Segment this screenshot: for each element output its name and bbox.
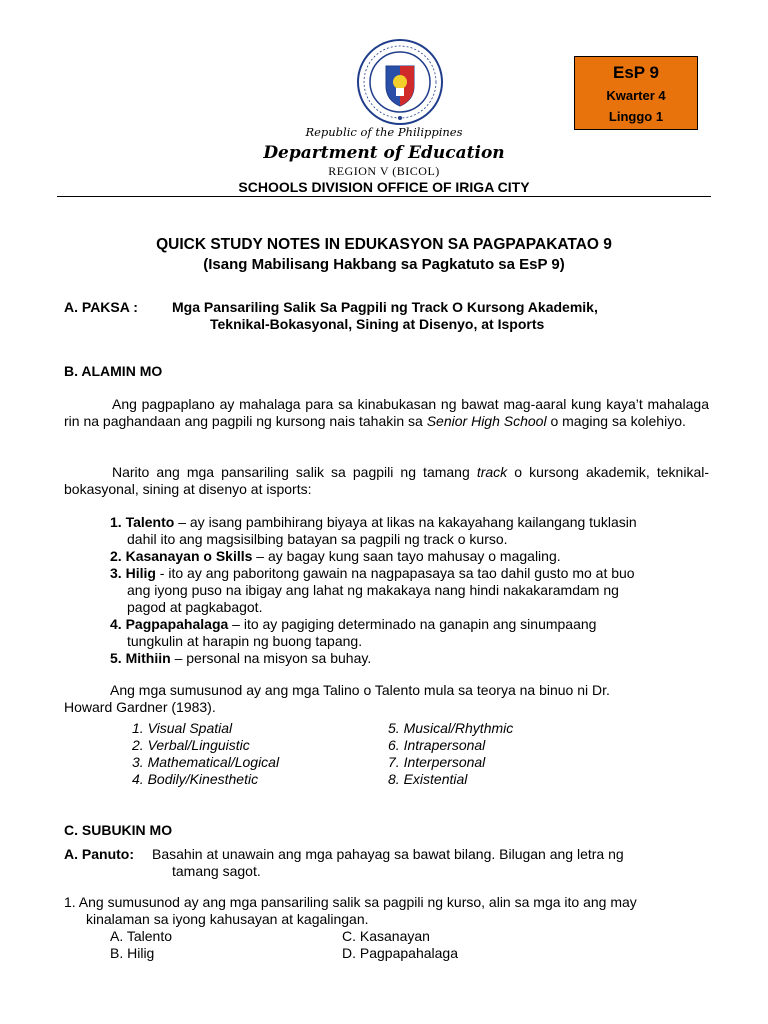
factor-item: 4. Pagpapahalaga – ito ay pagiging determinado na ganapin ang sinumpaang [110, 616, 597, 632]
department-name: Department of Education [263, 143, 505, 163]
esp-title: EsP 9 [612, 63, 659, 82]
intelligence-list-right [388, 720, 513, 788]
intelligence-item: 1. Visual Spatial [132, 720, 233, 736]
factor-term: Mithiin [125, 650, 171, 666]
esp-quarter-box [574, 56, 698, 130]
question-1-line-1: 1. Ang sumusunod ay ang mga pansariling salik sa pagpili ng kurso, alin sa mga ito ang may [64, 894, 637, 910]
paksa-line-1: Mga Pansariling Salik Sa Pagpili ng Track O Kursong Akademik, [172, 299, 598, 315]
gardner-line-1: Ang mga sumusunod ay ang mga Talino o Talento mula sa teorya na binuo ni Dr. [110, 682, 610, 698]
intelligence-item: 7. Interpersonal [388, 754, 486, 770]
gardner-line-2: Howard Gardner (1983). [64, 699, 216, 715]
subukin-heading: C. SUBUKIN MO [64, 822, 173, 838]
panuto-line-1: Basahin at unawain ang mga pahayag sa bawat bilang. Bilugan ang letra ng [152, 846, 624, 862]
region-line: REGION V (BICOL) [328, 164, 440, 178]
document-subtitle: (Isang Mabilisang Hakbang sa Pagkatuto sa EsP 9) [203, 256, 565, 273]
choice-b[interactable]: B. Hilig [110, 945, 155, 961]
choice-a[interactable]: A. Talento [110, 928, 173, 944]
factor-list: 1. Talento – ay isang pambihirang biyaya at likas na kakayahang kailangang tuklasin dahil ito ang magsisilbing batayan sa pagpili ng track o kurso. 2. Kasanayan o Skills – ay bagay kung saan tayo mahusay o magaling. 3. Hilig - ito ay ang paboritong gawain na nagpapasaya sa tao dahil gusto mo at buo ang iyong puso na ibigay ang lahat ng makakaya nang hindi nakakaramdam ng pagod at pagkabagot. 4. Pagpapahalaga – ito ay pagiging determinado na ganapin ang sinumpaang tungkulin at harapin ng buong tapang. 5. Mithiin – personal na misyon sa buhay. [110, 514, 710, 667]
esp-quarter: Kwarter 4 [606, 88, 666, 103]
republic-line: Republic of the Philippines [305, 125, 463, 139]
question-1-line-2: kinalaman sa iyong kahusayan at kagalingan. [86, 911, 369, 927]
deped-seal-icon [356, 38, 444, 126]
panuto-label: A. Panuto: [64, 846, 134, 862]
factor-term: Talento [125, 514, 175, 530]
factor-item: 2. Kasanayan o Skills – ay bagay kung saan tayo mahusay o magaling. [110, 548, 561, 564]
intelligence-item: 2. Verbal/Linguistic [132, 737, 250, 753]
alamin-p1-emphasis: Senior High School [426, 413, 547, 429]
intelligence-list-left [132, 720, 279, 788]
factor-item: 1. Talento – ay isang pambihirang biyaya at likas na kakayahang kailangang tuklasin [110, 514, 637, 530]
alamin-p2-text-a: Narito ang mga pansariling salik sa pagpili ng tamang [112, 464, 470, 480]
intelligence-item: 4. Bodily/Kinesthetic [132, 771, 259, 787]
alamin-p2-text-b: o kursong akademik, teknikal-bokasyonal, sining at disenyo at isports: [64, 464, 710, 497]
alamin-p1-text-b: o maging sa kolehiyo. [550, 413, 686, 429]
choice-d[interactable]: D. Pagpapahalaga [342, 945, 458, 961]
factor-item: 5. Mithiin – personal na misyon sa buhay. [110, 650, 372, 666]
paksa-label: A. PAKSA : [64, 299, 138, 315]
panuto-line-2: tamang sagot. [172, 863, 261, 879]
alamin-p1-text-a: Ang pagpaplano ay mahalaga para sa kinabukasan ng bawat mag-aaral kung kaya’t mahalaga rin na paghandaan ang pagpili ng kursong nais tahakin sa [64, 396, 709, 429]
header-divider [57, 196, 711, 197]
division-office: SCHOOLS DIVISION OFFICE OF IRIGA CITY [238, 179, 530, 195]
factor-term: Kasanayan o Skills [125, 548, 253, 564]
alamin-p2-emphasis: track [476, 464, 508, 480]
alamin-paragraph-1 [64, 396, 709, 430]
paksa-line-2: Teknikal-Bokasyonal, Sining at Disenyo, at Isports [210, 316, 545, 332]
alamin-heading: B. ALAMIN MO [64, 363, 163, 379]
intelligence-item: 3. Mathematical/Logical [132, 754, 280, 770]
esp-week: Linggo 1 [608, 109, 664, 124]
choice-c[interactable]: C. Kasanayan [342, 928, 430, 944]
document-title: QUICK STUDY NOTES IN EDUKASYON SA PAGPAPAKATAO 9 [156, 236, 612, 253]
alamin-paragraph-2 [64, 464, 709, 498]
intelligence-item: 8. Existential [388, 771, 468, 787]
factor-term: Pagpapahalaga [125, 616, 229, 632]
factor-term: Hilig [125, 565, 156, 581]
intelligence-item: 6. Intrapersonal [388, 737, 486, 753]
factor-item: 3. Hilig - ito ay ang paboritong gawain na nagpapasaya sa tao dahil gusto mo at buo [110, 565, 635, 581]
intelligence-item: 5. Musical/Rhythmic [388, 720, 514, 736]
